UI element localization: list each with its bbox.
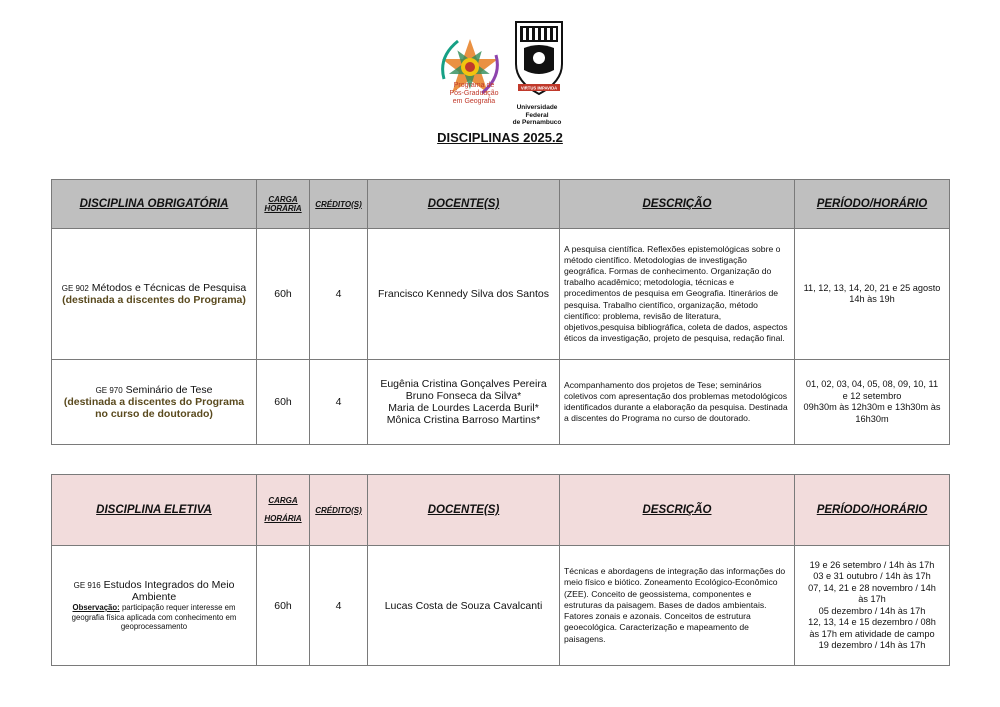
periodo-cell: 11, 12, 13, 14, 20, 21 e 25 agosto 14h às 19h: [795, 229, 950, 360]
header-descricao: DESCRIÇÃO: [560, 180, 795, 229]
disciplina-code: GE 970: [95, 386, 123, 395]
credito-cell: 4: [310, 360, 368, 445]
docentes-cell: Lucas Costa de Souza Cavalcanti: [368, 546, 560, 666]
disciplina-cell: [52, 360, 257, 445]
header-credito: CRÉDITO(S): [310, 180, 368, 229]
docentes-cell: Francisco Kennedy Silva dos Santos: [368, 229, 560, 360]
disciplina-destination: (destinada a discentes do Programa no curso de doutorado): [63, 396, 245, 420]
page-title: DISCIPLINAS 2025.2: [437, 130, 563, 145]
table-header-row: [52, 475, 950, 546]
credito-cell: 4: [310, 229, 368, 360]
svg-text:VIRTUS IMPAVIDA: VIRTUS IMPAVIDA: [520, 85, 558, 91]
disciplina-observacao: Observação: participação requer interesse em geografia física aplicada com conhecimento em geoprocessamento: [71, 603, 237, 632]
table-row: [52, 229, 950, 360]
header-carga: CARGA HORÁRIA: [257, 475, 310, 546]
carga-cell: 60h: [257, 229, 310, 360]
header-periodo: PERÍODO/HORÁRIO: [795, 180, 950, 229]
header-periodo: PERÍODO/HORÁRIO: [795, 475, 950, 546]
descricao-cell: Técnicas e abordagens de integração das informações do meio físico e biótico. Zoneamento Ecológico-Econômico (ZEE). Conceito de geossistema, componentes e estruturas da paisagem. Bases de dados ambientais. Fatores zonais e azonais. Conceitos de estrutura geoecológica. Caracterização e mapeamento de paisagens.: [560, 546, 795, 666]
disciplina-name: Seminário de Tese: [125, 384, 213, 396]
ufpe-logo-text: Universidade Federal de Pernambuco: [512, 104, 562, 126]
header-credito: CRÉDITO(S): [310, 475, 368, 546]
credito-cell: 4: [310, 546, 368, 666]
disciplina-name: Estudos Integrados do Meio Ambiente: [103, 579, 235, 604]
header-disciplina: DISCIPLINA ELETIVA: [52, 475, 257, 546]
descricao-cell: A pesquisa científica. Reflexões epistemológicas sobre o método científico. Metodologias de investigação geográfica. Formas de conhecimento. Organização do trabalho acadêmico; metodologia, técnicas e procedimentos de pesquisa em Geografia. Itinerários de pesquisa. Trabalho científico, organização, método científico: problema, revisão de literatura, objetivos,pesquisa bibliográfica, coleta de dados, aspectos éticos da investigação, projeto de pesquisa, redação final.: [560, 229, 795, 360]
header-docentes: DOCENTE(S): [368, 180, 560, 229]
ufpe-crest-icon: [510, 18, 568, 118]
table-header-row: [52, 180, 950, 229]
disciplina-name: Métodos e Técnicas de Pesquisa: [91, 282, 247, 294]
header-docentes: DOCENTE(S): [368, 475, 560, 546]
disciplina-destination: (destinada a discentes do Programa): [62, 294, 246, 306]
table-row: [52, 360, 950, 445]
descricao-cell: Acompanhamento dos projetos de Tese; seminários coletivos com apresentação dos problemas metodológicos identificados durante a elaboração da pesquisa. Destinada a discentes do Programa no curso de doutorado.: [560, 360, 795, 445]
header-descricao: DESCRIÇÃO: [560, 475, 795, 546]
header-carga: CARGA HORÁRIA: [257, 180, 310, 229]
carga-cell: 60h: [257, 360, 310, 445]
disciplina-cell: [52, 229, 257, 360]
disciplina-cell: [52, 546, 257, 666]
periodo-cell: 01, 02, 03, 04, 05, 08, 09, 10, 11 e 12 setembro 09h30m às 12h30m e 13h30m às 16h30m: [795, 360, 950, 445]
header-disciplina: DISCIPLINA OBRIGATÓRIA: [52, 180, 257, 229]
carga-cell: 60h: [257, 546, 310, 666]
table-row: [52, 546, 950, 666]
table-disciplinas-eletivas: [51, 474, 950, 666]
table-disciplinas-obrigatorias: [51, 179, 950, 445]
docentes-cell: Eugênia Cristina Gonçalves Pereira Bruno Fonseca da Silva* Maria de Lourdes Lacerda Buril* Mônica Cristina Barroso Martins*: [368, 360, 560, 445]
disciplina-code: GE 916: [73, 581, 101, 591]
periodo-cell: 19 e 26 setembro / 14h às 17h 03 e 31 outubro / 14h às 17h 07, 14, 21 e 28 novembro / 14h às 17h 05 dezembro / 14h às 17h 12, 13, 14 e 15 dezembro / 08h às 17h em atividade de campo 19 dezembro / 14h às 17h: [795, 546, 950, 666]
header-logos: [438, 18, 568, 126]
disciplina-code: GE 902: [61, 284, 89, 293]
ppgeo-logo-text: Programa de Pós-Graduação em Geografia: [449, 82, 499, 105]
